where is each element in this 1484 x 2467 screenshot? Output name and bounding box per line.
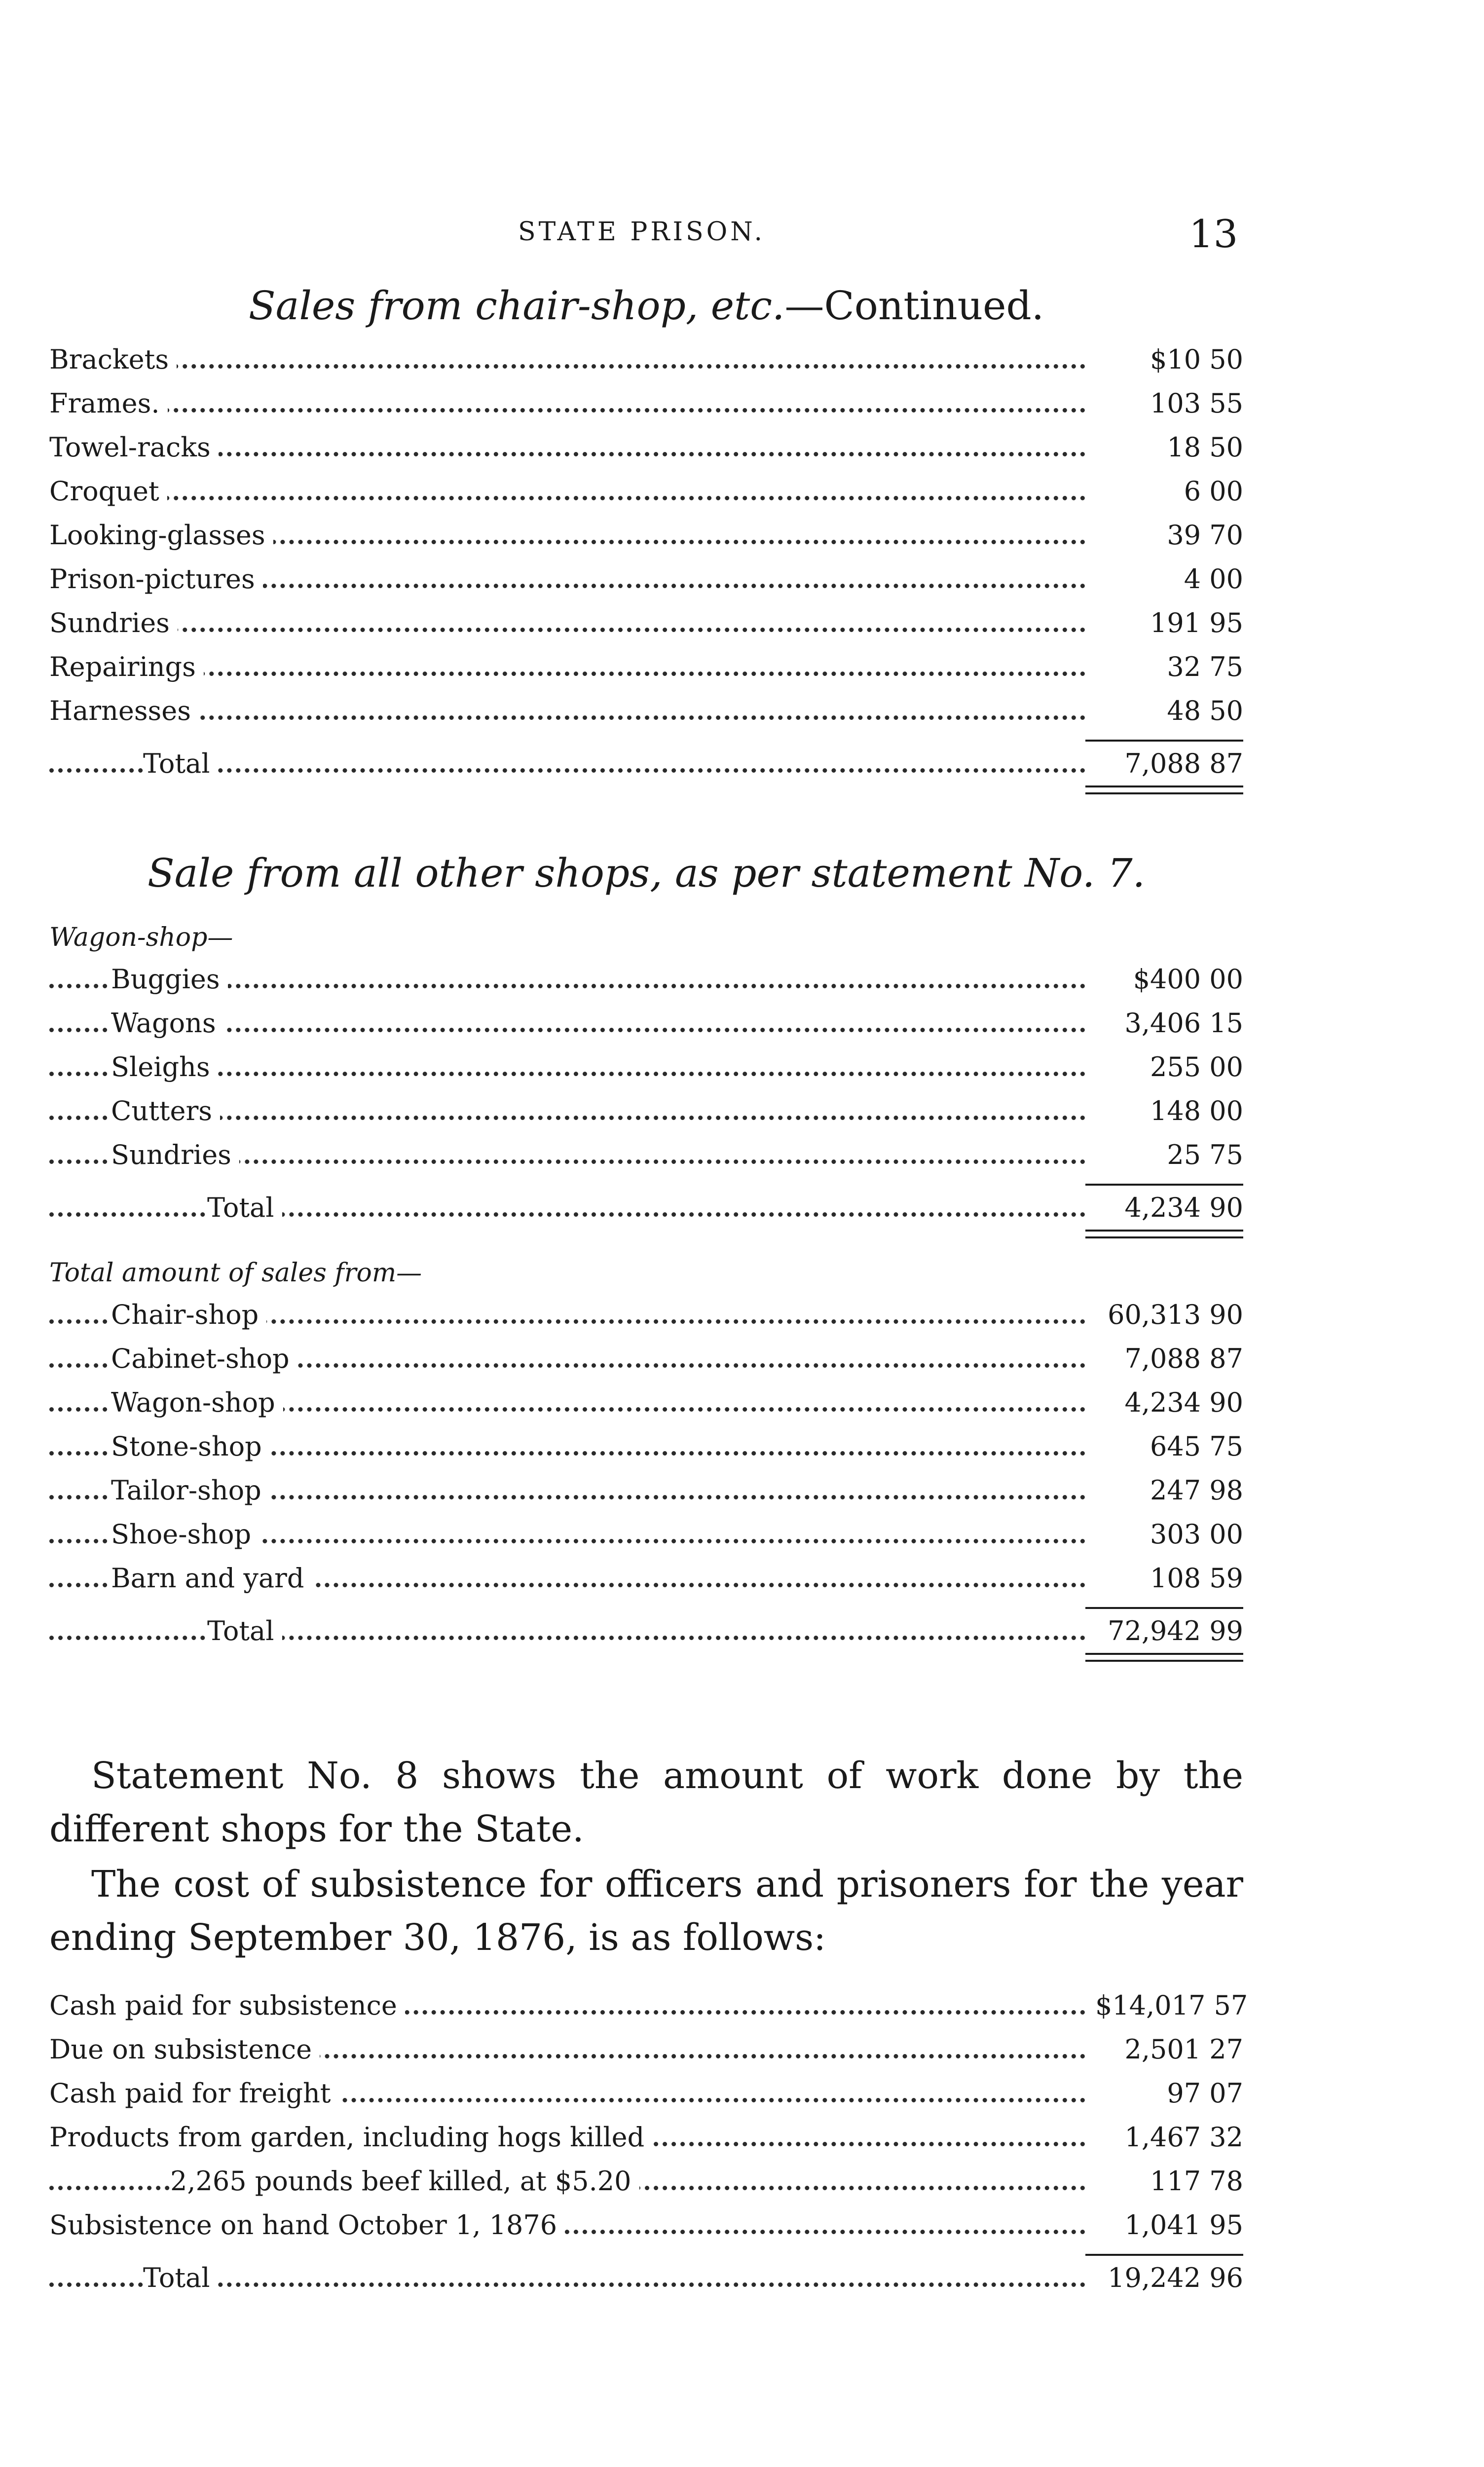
subsistence-rows bbox=[49, 1983, 1248, 2247]
chair-shop-heading-continued: —Continued. bbox=[784, 283, 1044, 329]
ledger-row bbox=[49, 469, 1243, 513]
row-label: Wagons bbox=[111, 1001, 224, 1045]
row-amount: 25 75 bbox=[1167, 1139, 1243, 1170]
ledger-row bbox=[49, 957, 1243, 1001]
total-label: Total bbox=[207, 1186, 282, 1230]
ledger-row bbox=[49, 1381, 1243, 1424]
other-shops-section bbox=[49, 849, 1243, 1662]
row-amount: 32 75 bbox=[1167, 651, 1243, 682]
row-amount: 18 50 bbox=[1167, 432, 1243, 463]
dot-leader bbox=[49, 364, 1085, 369]
row-label: Harnesses bbox=[49, 689, 199, 733]
wagon-shop-heading: Wagon-shop— bbox=[49, 923, 233, 952]
ledger-row bbox=[49, 2115, 1243, 2159]
row-amount: 1,041 95 bbox=[1124, 2209, 1243, 2241]
ledger-row bbox=[49, 381, 1243, 425]
row-amount: 6 00 bbox=[1184, 476, 1243, 507]
row-amount: 108 59 bbox=[1150, 1563, 1243, 1594]
row-label: Cash paid for freight bbox=[49, 2071, 338, 2115]
row-amount: 247 98 bbox=[1150, 1475, 1243, 1506]
row-label: Cash paid for subsistence bbox=[49, 1983, 405, 2027]
total-amount: 4,234 90 bbox=[1124, 1192, 1243, 1223]
row-label: Croquet bbox=[49, 469, 167, 513]
row-label: Sleighs bbox=[111, 1045, 218, 1089]
row-amount: 255 00 bbox=[1150, 1051, 1243, 1083]
ledger-row bbox=[49, 2071, 1243, 2115]
row-label: Products from garden, including hogs killed bbox=[49, 2115, 652, 2159]
total-row bbox=[49, 1186, 1243, 1230]
chair-shop-heading bbox=[49, 281, 1243, 331]
row-amount: 39 70 bbox=[1167, 520, 1243, 551]
total-label: Total bbox=[143, 2256, 218, 2300]
row-amount: 4,234 90 bbox=[1124, 1387, 1243, 1418]
ledger-row bbox=[49, 1424, 1243, 1468]
ledger-row bbox=[49, 1133, 1243, 1177]
dot-leader bbox=[49, 672, 1085, 676]
row-amount: 48 50 bbox=[1167, 695, 1243, 726]
row-label: Cabinet-shop bbox=[111, 1337, 297, 1381]
row-label: Tailor-shop bbox=[111, 1468, 269, 1512]
total-amount: 72,942 99 bbox=[1108, 1615, 1243, 1646]
total-row bbox=[49, 1609, 1243, 1653]
other-shops-heading: Sale from all other shops, as per statement No. 7. bbox=[147, 850, 1146, 896]
total-label: Total bbox=[207, 1609, 282, 1653]
row-label: Due on subsistence bbox=[49, 2027, 320, 2071]
running-title: STATE PRISON. bbox=[518, 217, 765, 247]
dot-leader bbox=[49, 1212, 1085, 1217]
row-amount: 103 55 bbox=[1150, 388, 1243, 419]
total-double-rule bbox=[1085, 785, 1243, 794]
row-amount: 3,406 15 bbox=[1124, 1008, 1243, 1039]
chair-shop-section bbox=[49, 281, 1243, 794]
row-amount: 97 07 bbox=[1167, 2078, 1243, 2109]
subsistence-section bbox=[49, 1983, 1248, 2300]
row-amount: 148 00 bbox=[1150, 1095, 1243, 1126]
chair-shop-rows bbox=[49, 337, 1243, 733]
row-amount: 191 95 bbox=[1150, 607, 1243, 638]
ledger-row bbox=[49, 2203, 1243, 2247]
page-number: 13 bbox=[1189, 212, 1238, 257]
row-amount: 4 00 bbox=[1184, 563, 1243, 595]
wagon-shop-rows bbox=[49, 957, 1243, 1177]
row-label: Towel-racks bbox=[49, 425, 219, 469]
total-row bbox=[49, 742, 1243, 785]
row-label: Frames. bbox=[49, 381, 168, 425]
ledger-row bbox=[49, 557, 1243, 601]
row-label: Subsistence on hand October 1, 1876 bbox=[49, 2203, 565, 2247]
row-amount: $10 50 bbox=[1150, 344, 1243, 375]
ledger-row bbox=[49, 425, 1243, 469]
row-label: Sundries bbox=[111, 1133, 239, 1177]
row-label: Stone-shop bbox=[111, 1424, 270, 1468]
total-row bbox=[49, 2256, 1243, 2300]
row-amount: 7,088 87 bbox=[1124, 1343, 1243, 1374]
sales-summary-heading: Total amount of sales from— bbox=[49, 1258, 422, 1288]
row-label: Brackets bbox=[49, 337, 177, 381]
ledger-row bbox=[49, 2159, 1243, 2203]
ledger-row bbox=[49, 1556, 1243, 1600]
row-amount: 2,501 27 bbox=[1124, 2034, 1243, 2065]
body-paragraph: The cost of subsistence for officers and prisoners for the year ending September 30, 1876, is as follows: bbox=[49, 1863, 1243, 1959]
dot-leader bbox=[49, 715, 1085, 720]
row-label: Chair-shop bbox=[111, 1293, 266, 1337]
row-amount: 1,467 32 bbox=[1124, 2122, 1243, 2153]
row-amount: $400 00 bbox=[1133, 964, 1243, 995]
ledger-row bbox=[49, 1337, 1243, 1381]
ledger-row bbox=[49, 1983, 1248, 2027]
total-amount: 19,242 96 bbox=[1108, 2262, 1243, 2293]
ledger-row bbox=[49, 1468, 1243, 1512]
ledger-row bbox=[49, 513, 1243, 557]
row-amount: 60,313 90 bbox=[1108, 1299, 1243, 1330]
row-label: 2,265 pounds beef killed, at $5.20 bbox=[170, 2159, 639, 2203]
ledger-row bbox=[49, 1512, 1243, 1556]
dot-leader bbox=[49, 1636, 1085, 1640]
ledger-row bbox=[49, 1001, 1243, 1045]
ledger-row bbox=[49, 337, 1243, 381]
row-label: Barn and yard bbox=[111, 1556, 312, 1600]
body-paragraph: Statement No. 8 shows the amount of work done by the different shops for the State. bbox=[49, 1755, 1243, 1850]
dot-leader bbox=[49, 628, 1085, 632]
row-label: Buggies bbox=[111, 957, 228, 1001]
dot-leader bbox=[49, 408, 1085, 412]
row-label: Cutters bbox=[111, 1089, 220, 1133]
row-label: Sundries bbox=[49, 601, 178, 645]
row-label: Looking-glasses bbox=[49, 513, 273, 557]
running-head bbox=[0, 212, 1484, 257]
row-amount: 303 00 bbox=[1150, 1519, 1243, 1550]
row-label: Prison-pictures bbox=[49, 557, 263, 601]
dot-leader bbox=[49, 496, 1085, 500]
row-label: Repairings bbox=[49, 645, 204, 689]
row-label: Wagon-shop bbox=[111, 1381, 283, 1424]
row-label: Shoe-shop bbox=[111, 1512, 259, 1556]
total-label: Total bbox=[143, 742, 218, 785]
total-amount: 7,088 87 bbox=[1124, 748, 1243, 779]
row-amount: 645 75 bbox=[1150, 1431, 1243, 1462]
ledger-row bbox=[49, 1045, 1243, 1089]
ledger-row bbox=[49, 645, 1243, 689]
sales-summary-rows bbox=[49, 1293, 1243, 1600]
total-double-rule bbox=[1085, 1653, 1243, 1662]
row-amount: 117 78 bbox=[1150, 2166, 1243, 2197]
chair-shop-heading-italic: Sales from chair-shop, etc. bbox=[248, 283, 785, 329]
ledger-row bbox=[49, 2027, 1243, 2071]
ledger-row bbox=[49, 1293, 1243, 1337]
ledger-row bbox=[49, 689, 1243, 733]
row-amount: $14,017 57 bbox=[1095, 1990, 1248, 2021]
total-double-rule bbox=[1085, 1230, 1243, 1238]
ledger-row bbox=[49, 1089, 1243, 1133]
ledger-row bbox=[49, 601, 1243, 645]
